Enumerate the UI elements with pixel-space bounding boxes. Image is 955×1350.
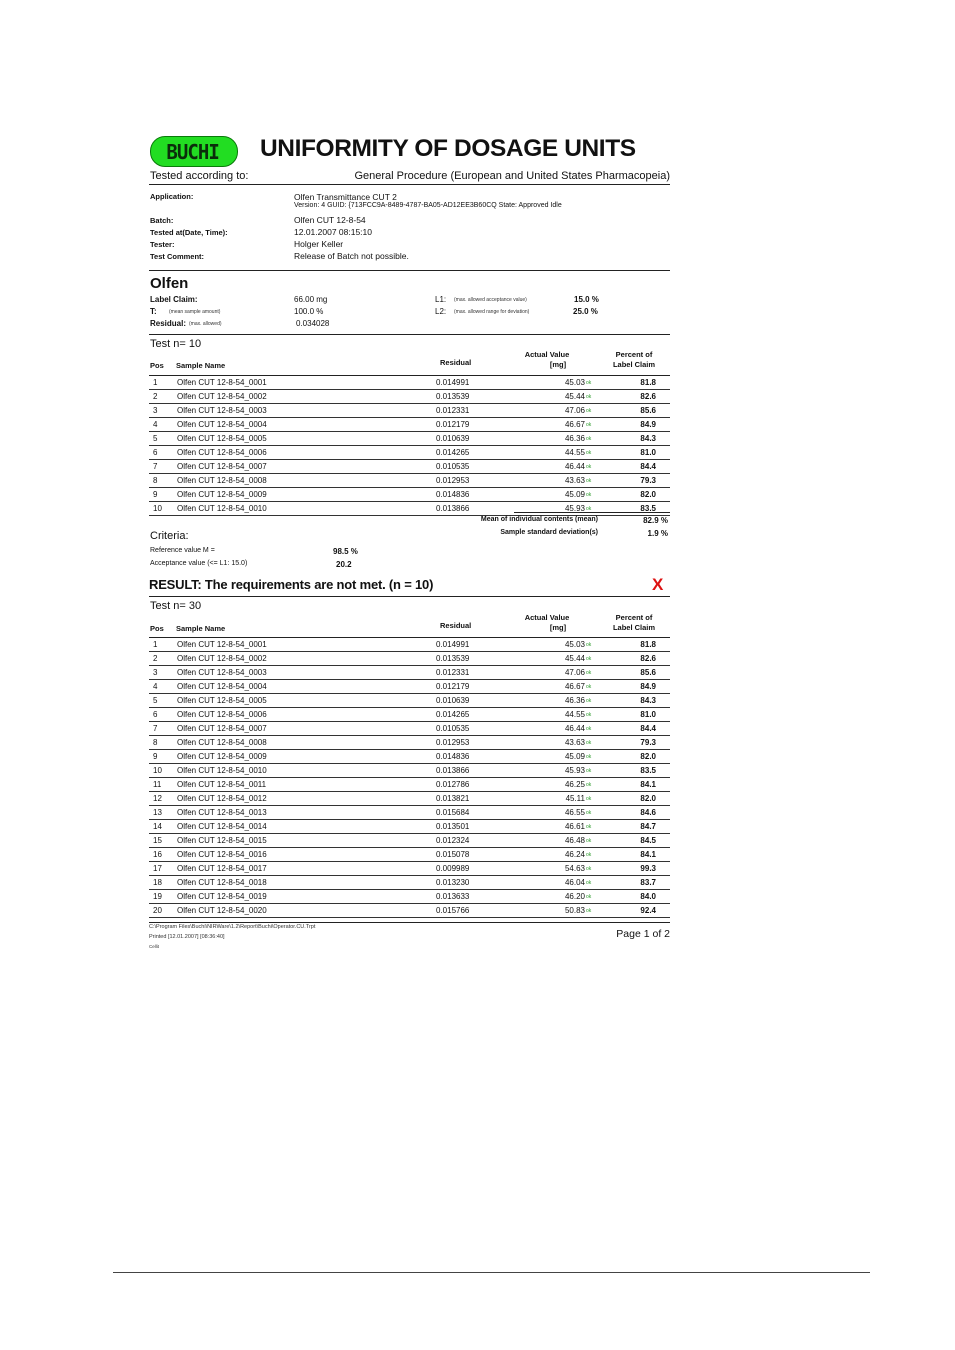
row-pos: 6 (153, 710, 158, 719)
t-note: (mean sample amount) (169, 309, 221, 315)
row-percent: 84.0 (640, 892, 656, 901)
ok-mark: ok (586, 642, 592, 648)
row-actual-value: 46.67 (564, 420, 585, 429)
row-actual-value: 46.04 (564, 878, 585, 887)
row-sample-name: Olfen CUT 12-8-54_0007 (177, 462, 267, 471)
ok-mark: ok (586, 866, 592, 872)
row-sample-name: Olfen CUT 12-8-54_0001 (177, 640, 267, 649)
row-actual-value: 45.03 (564, 640, 585, 649)
row-pos: 15 (153, 836, 162, 845)
row-actual-value: 45.09 (564, 490, 585, 499)
row-sample-name: Olfen CUT 12-8-54_0010 (177, 766, 267, 775)
row-actual-value: 46.44 (564, 724, 585, 733)
ok-mark: ok (586, 408, 592, 414)
table-row (149, 404, 670, 418)
row-sample-name: Olfen CUT 12-8-54_0015 (177, 836, 267, 845)
col-percent-2-line1: Percent of (615, 613, 653, 622)
tester-value: Holger Keller (294, 239, 344, 249)
row-actual-value: 45.93 (564, 766, 585, 775)
col-pos: Pos (150, 361, 164, 370)
row-pos: 9 (153, 752, 158, 761)
table-row (149, 694, 670, 708)
row-percent: 82.0 (640, 752, 656, 761)
row-actual-value: 47.06 (564, 668, 585, 677)
row-percent: 81.0 (640, 710, 656, 719)
ok-mark: ok (586, 782, 592, 788)
report-page (149, 135, 670, 949)
table-row (149, 890, 670, 904)
version-line: Version: 4 GUID: {713FCC9A-8489-4787-BA05-AD12EE3B60CQ State: Approved Idle (294, 202, 562, 209)
ok-mark: ok (586, 698, 592, 704)
row-percent: 84.4 (640, 462, 656, 471)
application-label: Application: (150, 192, 194, 201)
row-residual: 0.014836 (436, 752, 470, 761)
result-text: RESULT: The requirements are not met. (n = 10) (149, 577, 434, 592)
row-pos: 1 (153, 640, 158, 649)
table-row (149, 474, 670, 488)
sd-value: 1.9 % (647, 529, 668, 538)
mean-rule (514, 512, 670, 513)
row-percent: 82.6 (640, 392, 656, 401)
table-row (149, 792, 670, 806)
row-percent: 92.4 (640, 906, 656, 915)
ok-mark: ok (586, 796, 592, 802)
row-residual: 0.012324 (436, 836, 470, 845)
row-pos: 19 (153, 892, 162, 901)
row-residual: 0.013230 (436, 878, 470, 887)
ok-mark: ok (586, 394, 592, 400)
row-sample-name: Olfen CUT 12-8-54_0005 (177, 434, 267, 443)
row-residual: 0.010535 (436, 724, 470, 733)
ok-mark: ok (586, 908, 592, 914)
l2-value: 25.0 % (573, 307, 598, 316)
row-percent: 84.1 (640, 780, 656, 789)
row-sample-name: Olfen CUT 12-8-54_0012 (177, 794, 267, 803)
row-actual-value: 46.48 (564, 836, 585, 845)
row-sample-name: Olfen CUT 12-8-54_0016 (177, 850, 267, 859)
row-sample-name: Olfen CUT 12-8-54_0008 (177, 476, 267, 485)
criteria-label: Criteria: (150, 530, 189, 542)
table-row (149, 862, 670, 876)
table-row (149, 418, 670, 432)
footer-printed: Printed [12.01.2007] [08:36:40] (149, 934, 225, 940)
row-residual: 0.013866 (436, 504, 470, 513)
row-pos: 12 (153, 794, 162, 803)
row-actual-value: 45.93 (564, 504, 585, 513)
row-actual-value: 45.11 (565, 794, 585, 803)
row-actual-value: 46.36 (564, 434, 585, 443)
row-percent: 84.9 (640, 420, 656, 429)
row-residual: 0.010639 (436, 696, 470, 705)
l1-note: (max. allowed acceptance value) (454, 297, 527, 303)
l2-note: (max. allowed range for deviation) (454, 309, 530, 315)
row-pos: 8 (153, 738, 158, 747)
l1-label: L1: (435, 295, 447, 304)
row-sample-name: Olfen CUT 12-8-54_0004 (177, 682, 267, 691)
row-percent: 82.0 (640, 490, 656, 499)
reference-value: 98.5 % (333, 547, 358, 556)
row-percent: 83.5 (640, 766, 656, 775)
ok-mark: ok (586, 880, 592, 886)
row-actual-value: 45.44 (564, 392, 585, 401)
table-row (149, 502, 670, 516)
row-residual: 0.015684 (436, 808, 470, 817)
row-residual: 0.010535 (436, 462, 470, 471)
row-residual: 0.014836 (436, 490, 470, 499)
table-row (149, 652, 670, 666)
row-sample-name: Olfen CUT 12-8-54_0008 (177, 738, 267, 747)
tested-at-value: 12.01.2007 08:15:10 (294, 227, 372, 237)
residual-label: Residual: (150, 319, 187, 328)
row-pos: 3 (153, 406, 158, 415)
table-row (149, 460, 670, 474)
ok-mark: ok (586, 684, 592, 690)
table-row (149, 666, 670, 680)
row-sample-name: Olfen CUT 12-8-54_0003 (177, 406, 267, 415)
residual-value: 0.034028 (296, 319, 330, 328)
row-percent: 81.8 (640, 378, 656, 387)
col-residual: Residual (440, 358, 472, 367)
table-row (149, 820, 670, 834)
row-residual: 0.013821 (436, 794, 470, 803)
row-actual-value: 46.25 (564, 780, 585, 789)
report-title: UNIFORMITY OF DOSAGE UNITS (260, 135, 636, 162)
col-actual-value (517, 350, 577, 370)
ok-mark: ok (586, 492, 592, 498)
tested-according-value: General Procedure (European and United States Pharmacopeia) (354, 170, 670, 182)
col-percent-2-line2: Label Claim (612, 623, 656, 632)
footer-path: C:\Program Files\Buchi\NIRWare\1.2\Report\Buchi\Operator.CU.Trpt (149, 924, 316, 930)
row-sample-name: Olfen CUT 12-8-54_0018 (177, 878, 267, 887)
ok-mark: ok (586, 838, 592, 844)
col-sample-name-2: Sample Name (176, 624, 226, 633)
row-percent: 84.4 (640, 724, 656, 733)
table-row (149, 488, 670, 502)
product-section (149, 271, 670, 335)
row-percent: 84.1 (640, 850, 656, 859)
row-percent: 83.7 (640, 878, 656, 887)
table-row (149, 750, 670, 764)
batch-value: Olfen CUT 12-8-54 (294, 215, 366, 225)
mean-label: Mean of individual contents (mean) (480, 516, 598, 523)
row-residual: 0.012179 (436, 682, 470, 691)
page-bottom-rule (113, 1272, 870, 1273)
l1-value: 15.0 % (574, 295, 599, 304)
row-percent: 84.3 (640, 696, 656, 705)
row-pos: 2 (153, 654, 158, 663)
row-pos: 5 (153, 696, 158, 705)
row-sample-name: Olfen CUT 12-8-54_0010 (177, 504, 267, 513)
row-pos: 13 (153, 808, 162, 817)
ok-mark: ok (586, 712, 592, 718)
result-rule (149, 596, 670, 597)
row-residual: 0.013501 (436, 822, 470, 831)
product-name: Olfen (150, 275, 189, 292)
row-pos: 4 (153, 682, 158, 691)
procedure-row (149, 169, 670, 185)
row-percent: 82.0 (640, 794, 656, 803)
row-pos: 2 (153, 392, 158, 401)
row-pos: 10 (153, 504, 162, 513)
label-claim-value: 66.00 mg (294, 295, 328, 304)
row-sample-name: Olfen CUT 12-8-54_0019 (177, 892, 267, 901)
ok-mark: ok (586, 464, 592, 470)
row-percent: 85.6 (640, 406, 656, 415)
t-value: 100.0 % (294, 307, 324, 316)
table-row (149, 904, 670, 918)
row-sample-name: Olfen CUT 12-8-54_0013 (177, 808, 267, 817)
row-residual: 0.015078 (436, 850, 470, 859)
acceptance-label: Acceptance value (<= L1: 15.0) (150, 560, 248, 567)
col-sample-name: Sample Name (176, 361, 226, 370)
comment-value: Release of Batch not possible. (294, 251, 409, 261)
row-sample-name: Olfen CUT 12-8-54_0017 (177, 864, 267, 873)
residual-note: (max. allowed) (189, 321, 222, 327)
row-sample-name: Olfen CUT 12-8-54_0020 (177, 906, 267, 915)
comment-label: Test Comment: (150, 252, 205, 261)
logo-text: BUCHI (166, 140, 219, 164)
row-percent: 79.3 (640, 476, 656, 485)
row-percent: 99.3 (640, 864, 656, 873)
row-percent: 84.9 (640, 682, 656, 691)
tester-label: Tester: (150, 240, 175, 249)
col-percent-line1: Percent of (615, 350, 653, 359)
row-sample-name: Olfen CUT 12-8-54_0004 (177, 420, 267, 429)
test1-label: Test n= 10 (150, 338, 202, 350)
col-actual-value-line2: [mg] (549, 360, 567, 369)
table-row (149, 876, 670, 890)
ok-mark: ok (586, 740, 592, 746)
row-percent: 84.7 (640, 822, 656, 831)
col-pos-2: Pos (150, 624, 164, 633)
row-residual: 0.014991 (436, 378, 470, 387)
row-residual: 0.012953 (436, 476, 470, 485)
info-section (149, 185, 670, 271)
row-residual: 0.012953 (436, 738, 470, 747)
row-actual-value: 46.44 (564, 462, 585, 471)
row-residual: 0.013539 (436, 392, 470, 401)
tested-at-label: Tested at(Date, Time): (150, 228, 228, 237)
table-row (149, 638, 670, 652)
row-pos: 3 (153, 668, 158, 677)
ok-mark: ok (586, 656, 592, 662)
row-sample-name: Olfen CUT 12-8-54_0007 (177, 724, 267, 733)
row-pos: 5 (153, 434, 158, 443)
mean-value: 82.9 % (643, 516, 668, 525)
row-pos: 14 (153, 822, 162, 831)
row-actual-value: 46.36 (564, 696, 585, 705)
footer-rule (149, 922, 670, 923)
table-row (149, 432, 670, 446)
table-row (149, 708, 670, 722)
ok-mark: ok (586, 670, 592, 676)
page-number: Page 1 of 2 (616, 928, 670, 940)
row-pos: 20 (153, 906, 162, 915)
ok-mark: ok (586, 436, 592, 442)
row-residual: 0.009989 (436, 864, 470, 873)
row-percent: 81.8 (640, 640, 656, 649)
row-actual-value: 44.55 (564, 448, 585, 457)
footer-small-text: Cellit (149, 944, 160, 949)
ok-mark: ok (586, 478, 592, 484)
label-claim-label: Label Claim: (150, 295, 198, 304)
table-row (149, 834, 670, 848)
row-pos: 18 (153, 878, 162, 887)
col-actual-value-2-line2: [mg] (549, 623, 567, 632)
row-actual-value: 54.63 (564, 864, 585, 873)
table-row (149, 680, 670, 694)
table-row (149, 446, 670, 460)
col-percent-line2: Label Claim (612, 360, 656, 369)
batch-label: Batch: (150, 216, 174, 225)
ok-mark: ok (586, 810, 592, 816)
col-actual-value-2 (517, 613, 577, 633)
row-percent: 84.5 (640, 836, 656, 845)
row-actual-value: 46.55 (564, 808, 585, 817)
row-sample-name: Olfen CUT 12-8-54_0006 (177, 448, 267, 457)
row-pos: 16 (153, 850, 162, 859)
row-actual-value: 50.83 (564, 906, 585, 915)
table-row (149, 722, 670, 736)
row-percent: 83.5 (640, 504, 656, 513)
row-sample-name: Olfen CUT 12-8-54_0003 (177, 668, 267, 677)
table-row (149, 764, 670, 778)
row-residual: 0.013633 (436, 892, 470, 901)
test1-section (149, 335, 670, 617)
row-residual: 0.010639 (436, 434, 470, 443)
ok-mark: ok (586, 894, 592, 900)
row-pos: 10 (153, 766, 162, 775)
row-percent: 79.3 (640, 738, 656, 747)
ok-mark: ok (586, 380, 592, 386)
row-pos: 7 (153, 462, 158, 471)
col-residual-2: Residual (440, 621, 472, 630)
table-row (149, 806, 670, 820)
table-row (149, 376, 670, 390)
row-sample-name: Olfen CUT 12-8-54_0002 (177, 392, 267, 401)
row-residual: 0.014265 (436, 710, 470, 719)
row-sample-name: Olfen CUT 12-8-54_0006 (177, 710, 267, 719)
fail-x-icon: X (652, 575, 664, 594)
table-row (149, 736, 670, 750)
row-residual: 0.013539 (436, 654, 470, 663)
row-residual: 0.012786 (436, 780, 470, 789)
row-actual-value: 45.09 (564, 752, 585, 761)
row-residual: 0.014991 (436, 640, 470, 649)
row-percent: 84.6 (640, 808, 656, 817)
row-sample-name: Olfen CUT 12-8-54_0009 (177, 490, 267, 499)
sd-label: Sample standard deviation(s) (500, 529, 598, 536)
ok-mark: ok (586, 506, 592, 512)
ok-mark: ok (586, 754, 592, 760)
row-sample-name: Olfen CUT 12-8-54_0009 (177, 752, 267, 761)
table-row (149, 848, 670, 862)
col-actual-value-line1: Actual Value (524, 350, 570, 359)
l2-label: L2: (435, 307, 447, 316)
tested-according-label: Tested according to: (150, 170, 249, 182)
row-residual: 0.012331 (436, 668, 470, 677)
row-pos: 9 (153, 490, 158, 499)
row-actual-value: 43.63 (564, 738, 585, 747)
ok-mark: ok (586, 768, 592, 774)
row-pos: 7 (153, 724, 158, 733)
row-sample-name: Olfen CUT 12-8-54_0011 (177, 780, 267, 789)
test2-table (149, 637, 670, 918)
test2-section (149, 600, 670, 949)
col-percent-2 (604, 613, 664, 633)
row-sample-name: Olfen CUT 12-8-54_0014 (177, 822, 267, 831)
row-actual-value: 44.55 (564, 710, 585, 719)
row-sample-name: Olfen CUT 12-8-54_0005 (177, 696, 267, 705)
row-residual: 0.012331 (436, 406, 470, 415)
table-row (149, 778, 670, 792)
col-actual-value-2-line1: Actual Value (524, 613, 570, 622)
row-sample-name: Olfen CUT 12-8-54_0001 (177, 378, 267, 387)
ok-mark: ok (586, 422, 592, 428)
row-actual-value: 46.24 (564, 850, 585, 859)
row-actual-value: 45.03 (564, 378, 585, 387)
row-pos: 17 (153, 864, 162, 873)
row-percent: 81.0 (640, 448, 656, 457)
buchi-logo (150, 136, 238, 167)
ok-mark: ok (586, 824, 592, 830)
row-pos: 11 (153, 780, 162, 789)
row-pos: 6 (153, 448, 158, 457)
row-sample-name: Olfen CUT 12-8-54_0002 (177, 654, 267, 663)
row-actual-value: 45.44 (564, 654, 585, 663)
acceptance-value: 20.2 (336, 560, 352, 569)
row-residual: 0.012179 (436, 420, 470, 429)
row-residual: 0.014265 (436, 448, 470, 457)
ok-mark: ok (586, 852, 592, 858)
ok-mark: ok (586, 726, 592, 732)
t-label: T: (150, 307, 157, 316)
report-header (149, 135, 670, 169)
row-actual-value: 46.67 (564, 682, 585, 691)
row-actual-value: 43.63 (564, 476, 585, 485)
row-pos: 1 (153, 378, 158, 387)
ok-mark: ok (586, 450, 592, 456)
application-value: Olfen Transmittance CUT 2 (294, 192, 397, 202)
row-residual: 0.013866 (436, 766, 470, 775)
row-pos: 4 (153, 420, 158, 429)
row-actual-value: 46.61 (564, 822, 585, 831)
row-actual-value: 46.20 (564, 892, 585, 901)
row-percent: 85.6 (640, 668, 656, 677)
table-row (149, 390, 670, 404)
row-actual-value: 47.06 (564, 406, 585, 415)
row-residual: 0.015766 (436, 906, 470, 915)
row-percent: 82.6 (640, 654, 656, 663)
row-pos: 8 (153, 476, 158, 485)
row-percent: 84.3 (640, 434, 656, 443)
reference-label: Reference value M = (150, 547, 215, 554)
test2-label: Test n= 30 (150, 600, 202, 612)
test1-table (149, 375, 670, 516)
col-percent (604, 350, 664, 370)
